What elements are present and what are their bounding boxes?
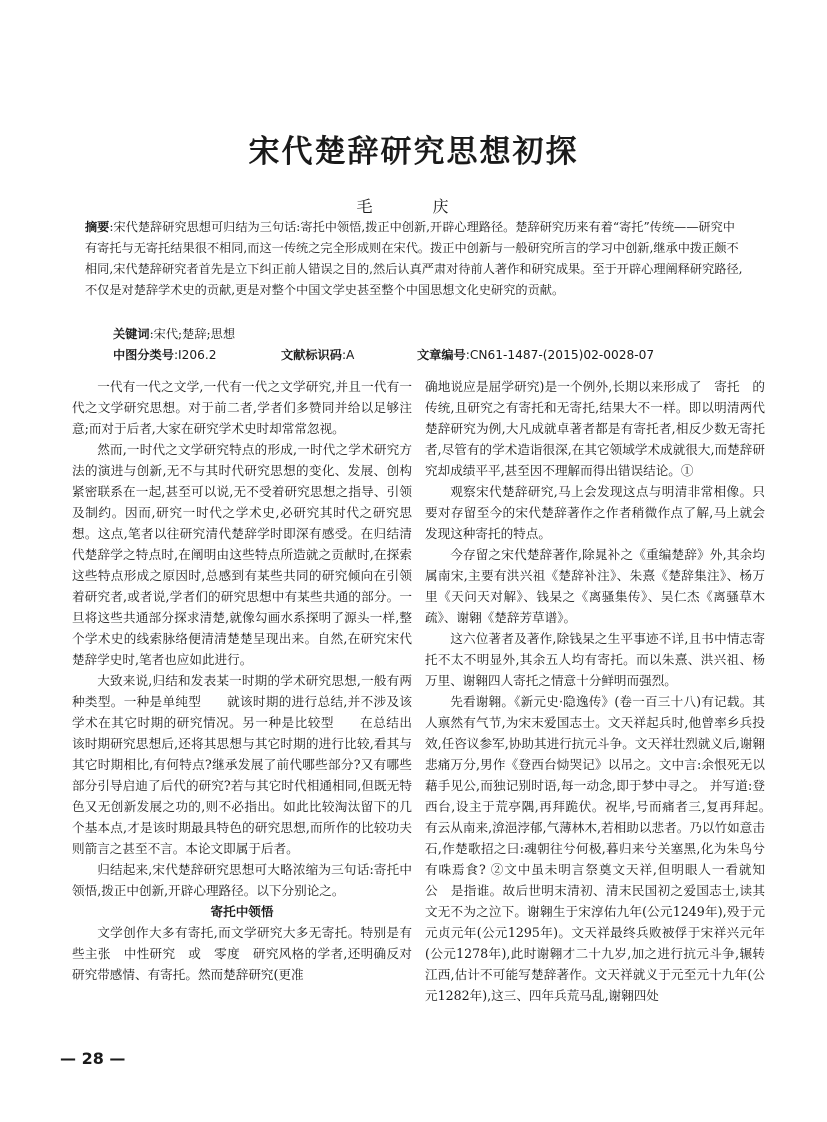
doc-label: 文献标识码 <box>281 348 342 362</box>
art-value: :CN61-1487-(2015)02-0028-07 <box>465 348 655 362</box>
paragraph: 先看谢翱。《新元史·隐逸传》(卷一百三十八)有记载。其人禀然有气节,为宋末爱国志士。文天祥起兵时,他曾率乡兵投效,任咨议参军,协助其进行抗元斗争。文天祥壮烈就义后,谢翱悲痛万分,男作《登西台恸哭记》以吊之。文中言:余恨死无以藉手见公,而独记别时语,每一动念,即于梦中寻之。 并写道:登西台,设主于荒亭隅,再拜跪伏。祝毕,号而痛者三,复再拜起。 有云从南来,渰浥浡郁,气薄林木,若相助以悲者。乃以竹如意击石,作楚歌招之曰:魂朝往兮何极,暮归来兮关塞黑,化为朱鸟兮有咮焉食? ②文中虽未明言祭奠文天祥,但明眼人一看就知 公 是指谁。故后世明末清初、清末民国初之爱国志士,读其文无不为之泣下。谢翱生于宋淳佑九年(公元1249年),殁于元元贞元年(公元1295年)。文天祥最终兵败被俘于宋祥兴元年(公元1278年),此时谢翱才二十九岁,加之进行抗元斗争,辗转江西,估计不可能写楚辞著作。文天祥就义于元至元十九年(公元1282年),这三、四年兵荒马乱,谢翱四处 <box>425 694 791 1003</box>
keywords-text: :宋代;楚辞;思想 <box>149 327 236 341</box>
paragraph: 今存留之宋代楚辞著作,除晁补之《重编楚辞》外,其余均属南宋,主要有洪兴祖《楚辞补注》、朱熹《楚辞集注》、杨万里《天问天对解》、钱杲之《离骚集传》、吴仁杰《离骚草木疏》、谢翱《楚辞芳草谱》。 <box>425 547 765 625</box>
clc-label: 中图分类号 <box>113 348 174 362</box>
document-code <box>281 346 354 363</box>
body-column-right <box>425 376 791 1006</box>
paragraph: 然而,一时代之文学研究特点的形成,一时代之学术研究方法的演进与创新,无不与其时代研究思想的变化、发展、创构紧密联系在一起,甚至可以说,无不受着研究思想之指导、引领及制约。因而,研究一时代之学术史,必研究其时代之研究思想。这点,笔者以往研究清代楚辞学时即深有感受。在归结清代楚辞学之特点时,在阐明由这些特点所造就之贡献时,在探索这些特点形成之原因时,总感到有某些共同的研究倾向在引领着研究者,或者说,学者们的研究思想中有某些共通的部分。一旦将这些共通部分探求清楚,就像勾画水系探明了源头一样,整个学术史的线索脉络便清清楚楚呈现出来。自然,在研究宋代楚辞学史时,笔者也应如此进行。 <box>72 442 412 667</box>
page-number: — 28 — <box>60 1049 126 1068</box>
article-number <box>417 346 654 363</box>
clc-number <box>113 346 217 363</box>
doc-value: :A <box>341 348 355 362</box>
keywords-label: 关键词 <box>113 327 150 341</box>
section-heading: 寄托中领悟 <box>210 904 274 919</box>
paragraph: 文学创作大多有寄托,而文学研究大多无寄托。特别是有些主张 中性研究 或 零度 研究风格的学者,还明确反对研究带感情、有寄托。然而楚辞研究(更准 <box>72 925 412 982</box>
abstract <box>85 217 743 301</box>
keywords <box>113 325 235 342</box>
paragraph: 归结起来,宋代楚辞研究思想可大略浓缩为三句话:寄托中领悟,拨正中创新,开辟心理路径。以下分别论之。 <box>72 862 412 898</box>
paragraph: 大致来说,归结和发表某一时期的学术研究思想,一般有两种类型。一种是单纯型 就该时期的进行总结,并不涉及该学术在其它时期的研究情况。另一种是比较型 在总结出该时期研究思想后,还将其思想与其它时期的进行比较,看其与其它时期相比,有何特点?继承发展了前代哪些部分?又有哪些部分引导启迪了后代的研究?若与其它时代相通相同,但既无特色又无创新发展之功的,则不必指出。如此比较淘汰留下的几个基本点,才是该时期最具特色的研究思想,而所作的比较功夫则箭言之甚至不言。本论文即属于后者。 <box>72 673 412 856</box>
paragraph: 这六位著者及著作,除钱杲之生平事迹不详,且书中情志寄托不太不明显外,其余五人均有寄托。而以朱熹、洪兴祖、杨万里、谢翱四人寄托之情意十分鲜明而强烈。 <box>425 631 765 688</box>
abstract-text: :宋代楚辞研究思想可归结为三句话:寄托中领悟,拨正中创新,开辟心理路径。楚辞研究历来有着“寄托”传统——研究中有寄托与无寄托结果很不相同,而这一传统之完全形成则在宋代。拨正中创新与一般研究所言的学习中创新,继承中拨正颇不相同,宋代楚辞研究者首先是立下纠正前人错误之目的,然后认真严肃对待前人著作和研究成果。至于开辟心理阐释研究路径,不仅是对楚辞学术史的贡献,更是对整个中国文学史甚至整个中国思想文化史研究的贡献。 <box>85 220 743 297</box>
paragraph: 一代有一代之文学,一代有一代之文学研究,并且一代有一代之文学研究思想。对于前二者,学者们多赞同并给以足够注意;而对于后者,大家在研究学术史时却常常忽视。 <box>72 379 412 436</box>
paragraph: 确地说应是屈学研究)是一个例外,长期以来形成了 寄托 的传统,且研究之有寄托和无寄托,结果大不一样。即以明清两代楚辞研究为例,大凡成就卓著者都是有寄托者,相反少数无寄托者,尽管有的学术造诣很深,在其它领域学术成就很大,而楚辞研究却成绩平平,甚至因不理解而得出错误结论。① <box>425 379 765 478</box>
clc-value: :I206.2 <box>173 348 217 362</box>
body-column-left <box>72 376 412 985</box>
art-label: 文章编号 <box>417 348 466 362</box>
abstract-label: 摘要 <box>85 220 110 234</box>
paragraph: 观察宋代楚辞研究,马上会发现这点与明清非常相像。只要对存留至今的宋代楚辞著作之作者稍微作点了解,马上就会发现这种寄托的特点。 <box>425 484 765 541</box>
author-name: 毛 庆 <box>356 197 471 216</box>
article-title: 宋代楚辞研究思想初探 <box>248 134 579 170</box>
